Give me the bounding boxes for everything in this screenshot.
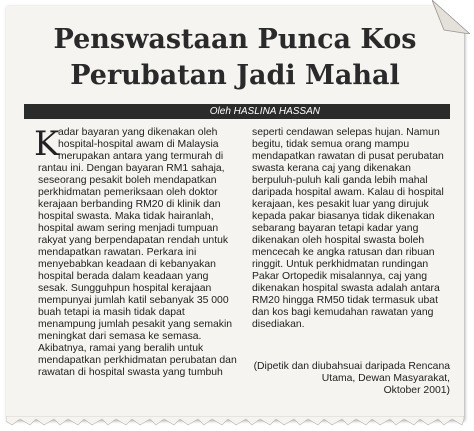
text-line: ringgit. Untuk perkhidmatan rundingan xyxy=(252,259,429,270)
text-line: sesak. Sungguhpun hospital kerajaan xyxy=(38,283,212,294)
text-line: dikenakan oleh hospital swasta boleh xyxy=(252,235,425,246)
text-line: Utama, Dewan Masyarakat, xyxy=(321,373,450,384)
newspaper-clipping xyxy=(6,6,464,420)
text-line: meningkat dari semasa ke semasa. xyxy=(38,331,202,342)
torn-edge xyxy=(6,416,464,426)
text-line: menyebabkan keadaan di kebanyakan xyxy=(38,259,216,270)
drop-cap: K xyxy=(34,124,60,164)
text-line: daripada hospital awam. Kalau di hospital xyxy=(252,187,444,198)
text-line: rawatan di hospital swasta yang tumbuh xyxy=(38,367,223,378)
text-line: mendapatkan rawatan. Perkara ini xyxy=(38,247,197,258)
headline-line-1: Penswastaan Punca Kos xyxy=(53,24,417,55)
text-line: menampung jumlah pesakit yang semakin xyxy=(38,319,233,330)
text-line: rakyat yang berpendapatan rendah untuk xyxy=(38,235,229,246)
text-line: disediakan. xyxy=(252,319,305,330)
text-line: mencecah ke angka ratusan dan ribuan xyxy=(252,247,435,258)
text-line: hospital-hospital awam di Malaysia xyxy=(58,139,219,150)
text-line: rantau ini. Dengan bayaran RM1 sahaja, xyxy=(38,163,225,174)
text-line: seseorang pesakit boleh mendapatkan xyxy=(38,175,217,186)
text-line: kerajaan berbanding RM20 di klinik dan xyxy=(38,199,221,210)
text-line: Akibatnya, ramai yang beralih untuk xyxy=(38,343,204,354)
text-line: perkhidmatan pemeriksaan oleh doktor xyxy=(38,187,218,198)
text-line: Pakar Ortopedik misalannya, caj yang xyxy=(252,271,427,282)
text-line: mendapatkan rawatan di pusat perubatan xyxy=(252,151,444,162)
source-citation xyxy=(252,361,450,397)
text-line: mendapatkan perkhidmatan perubatan dan xyxy=(38,355,237,366)
text-line: begitu, tidak semua orang mampu xyxy=(252,139,410,150)
text-line: hospital swasta. Maka tidak hairanlah, xyxy=(38,211,214,222)
text-line: sebarang bayaran tetapi kadar yang xyxy=(252,223,419,234)
text-line: hospital awam sering menjadi tumpuan xyxy=(38,223,219,234)
text-line: mempunyai jumlah katil sebanyak 35 000 xyxy=(38,295,229,306)
text-line: dan kos bagi kemudahan rawatan yang xyxy=(252,307,434,318)
left-column xyxy=(34,124,238,379)
text-line: adar bayaran yang dikenakan oleh xyxy=(58,127,218,138)
text-line: RM20 hingga RM50 tidak termasuk ubat xyxy=(252,295,438,306)
text-line: seperti cendawan selepas hujan. Namun xyxy=(252,127,440,138)
text-line: kerajaan, kes pesakit luar yang dirujuk xyxy=(252,199,429,210)
byline: Oleh HASLINA HASSAN xyxy=(209,106,320,117)
text-line: swasta kerana caj yang dikenakan xyxy=(252,163,411,174)
right-column xyxy=(252,127,450,331)
headline-line-2: Perubatan Jadi Mahal xyxy=(70,60,400,91)
text-line: Oktober 2001) xyxy=(383,385,450,396)
byline-bar xyxy=(24,104,450,119)
text-line: (Dipetik dan diubahsuai daripada Rencana xyxy=(253,361,450,372)
text-line: kepada pakar biasanya tidak dikenakan xyxy=(252,211,435,222)
text-line: merupakan antara yang termurah di xyxy=(58,151,224,162)
text-line: buah tetapi ia masih tidak dapat xyxy=(38,307,185,318)
text-line: berpuluh-puluh kali ganda lebih mahal xyxy=(252,175,428,186)
text-line: dikenakan hospital swasta adalah antara xyxy=(252,283,440,294)
text-line: hospital berada dalam keadaan yang xyxy=(38,271,209,282)
